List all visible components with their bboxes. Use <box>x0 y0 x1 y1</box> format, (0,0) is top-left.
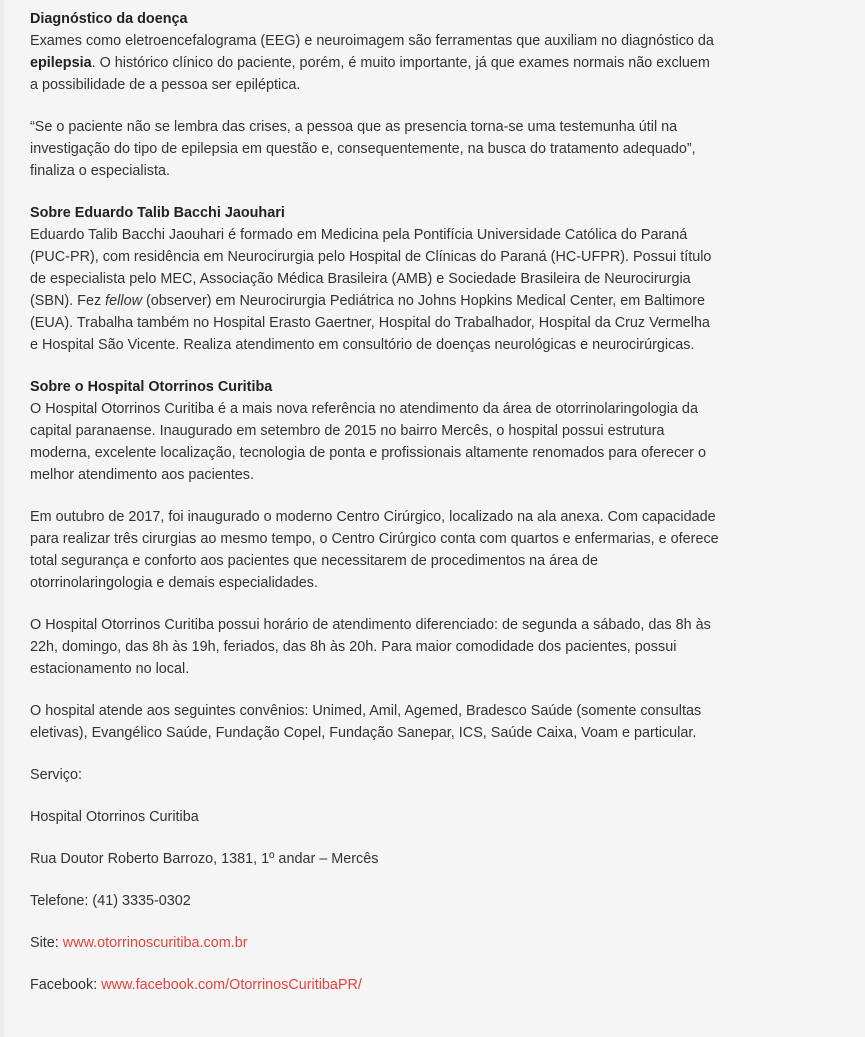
doctor-heading: Sobre Eduardo Talib Bacchi Jaouhari <box>30 205 285 221</box>
diagnosis-paragraph <box>30 8 720 96</box>
doctor-text-start: Eduardo Talib Bacchi Jaouhari é formado em Medicina pela Pontifícia Universidade Católica do Paraná (PUC-PR), com residência em Neurocirurgia pelo Hospital de Clínicas do Paraná (HC-UFPR). Possui título de especialista pelo MEC, Associação Médica Brasileira (AMB) e Sociedade Brasileira de Neurocirurgia (SBN). Fez <box>30 227 712 309</box>
hospital-paragraph <box>30 376 720 486</box>
doctor-text-end: (observer) em Neurocirurgia Pediátrica no Johns Hopkins Medical Center, em Baltimore (EUA). Trabalha também no Hospital Erasto Gaertner, Hospital do Trabalhador, Hospital da Cruz Vermelha e Hospital São Vicente. Realiza atendimento em consultório de doenças neurológicas e neurocirúrgicas. <box>30 293 710 353</box>
article-body <box>30 8 720 1016</box>
diagnosis-heading: Diagnóstico da doença <box>30 11 188 27</box>
diagnosis-text-end: . O histórico clínico do paciente, porém, é muito importante, já que exames normais não excluem a possibilidade de a pessoa ser epiléptica. <box>30 55 710 93</box>
surgical-center-paragraph: Em outubro de 2017, foi inaugurado o moderno Centro Cirúrgico, localizado na ala anexa. Com capacidade para realizar três cirurgias ao mesmo tempo, o Centro Cirúrgico conta com quartos e enfermarias, e oferece total segurança e conforto aos pacientes que necessitarem de procedimentos na área de otorrinolaringologia e demais especialidades. <box>30 509 719 591</box>
service-label: Serviço: <box>30 767 82 783</box>
service-phone: Telefone: (41) 3335-0302 <box>30 893 191 909</box>
fellow-italic-term: fellow <box>105 293 142 309</box>
specialist-quote: “Se o paciente não se lembra das crises, a pessoa que as presencia torna-se uma testemunha útil na investigação do tipo de epilepsia em questão e, consequentemente, na busca do tratamento adequado”, finaliza o especialista. <box>30 119 696 179</box>
service-address: Rua Doutor Roberto Barrozo, 1381, 1º andar – Mercês <box>30 851 379 867</box>
service-site <box>30 932 720 954</box>
facebook-link[interactable]: www.facebook.com/OtorrinosCuritibaPR/ <box>101 977 362 993</box>
epilepsia-bold-term: epilepsia <box>30 55 92 71</box>
doctor-paragraph <box>30 202 720 356</box>
hours-paragraph: O Hospital Otorrinos Curitiba possui horário de atendimento diferenciado: de segunda a sábado, das 8h às 22h, domingo, das 8h às 19h, feriados, das 8h às 20h. Para maior comodidade dos pacientes, possui estacionamento no local. <box>30 617 711 677</box>
site-link[interactable]: www.otorrinoscuritiba.com.br <box>62 935 248 951</box>
diagnosis-text-start: Exames como eletroencefalograma (EEG) e neuroimagem são ferramentas que auxiliam no diagnóstico da <box>30 33 714 49</box>
hospital-intro: O Hospital Otorrinos Curitiba é a mais nova referência no atendimento da área de otorrinolaringologia da capital paranaense. Inaugurado em setembro de 2015 no bairro Mercês, o hospital possui estrutura moderna, excelente localização, tecnologia de ponta e profissionais altamente renomados para oferecer o melhor atendimento aos pacientes. <box>30 401 706 483</box>
left-border <box>0 0 4 1037</box>
hospital-heading: Sobre o Hospital Otorrinos Curitiba <box>30 379 273 395</box>
site-label: Site: <box>30 935 63 951</box>
service-hospital-name: Hospital Otorrinos Curitiba <box>30 809 199 825</box>
insurance-paragraph: O hospital atende aos seguintes convênios: Unimed, Amil, Agemed, Bradesco Saúde (somente consultas eletivas), Evangélico Saúde, Fundação Copel, Fundação Sanepar, ICS, Saúde Caixa, Voam e particular. <box>30 703 702 741</box>
facebook-label: Facebook: <box>30 977 102 993</box>
service-facebook <box>30 974 720 996</box>
